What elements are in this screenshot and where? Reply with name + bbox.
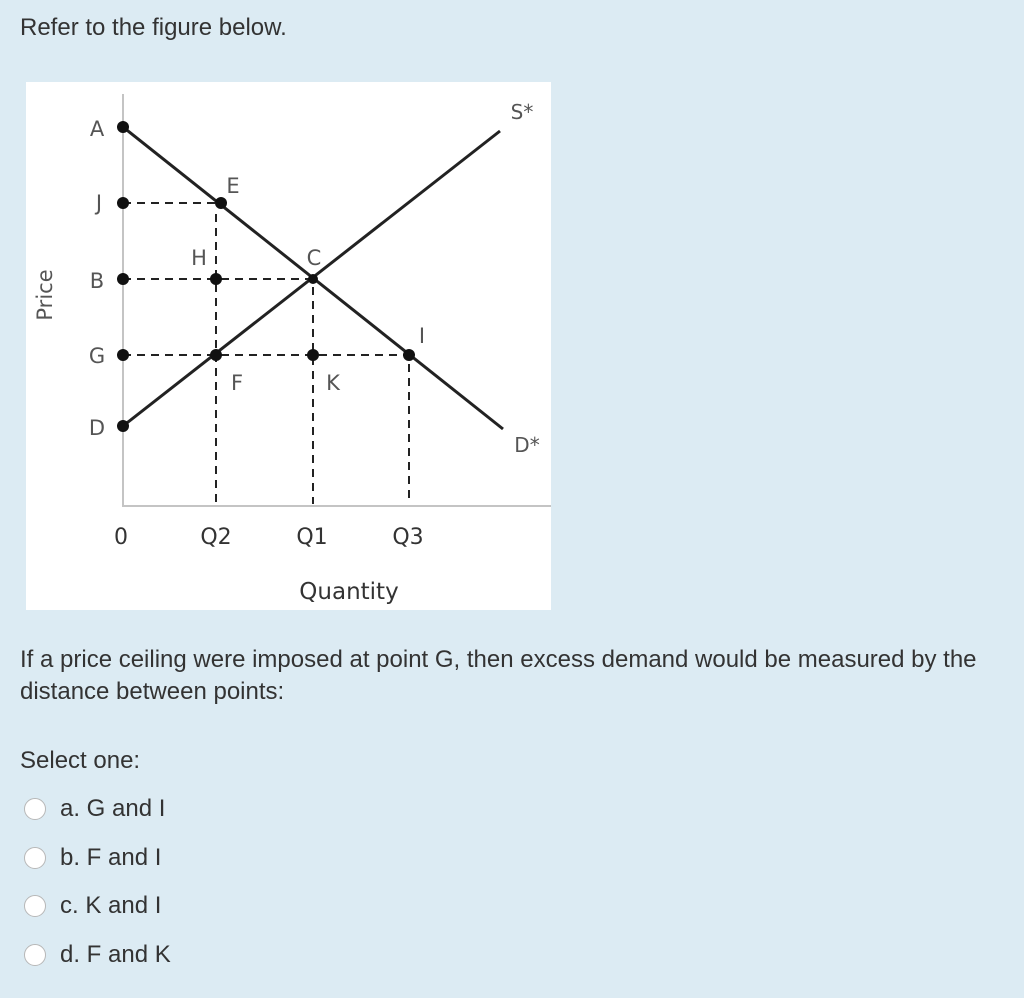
- answer-label-c[interactable]: c. K and I: [60, 892, 162, 920]
- price-label-g: G: [88, 344, 106, 368]
- point-e: [215, 197, 227, 209]
- demand-curve-label: D*: [514, 433, 540, 457]
- supply-curve-label: S*: [510, 100, 534, 124]
- price-label-d: D: [88, 416, 106, 440]
- question-intro: Refer to the figure below.: [20, 14, 287, 41]
- answer-options: [24, 785, 171, 979]
- answer-option-c[interactable]: [24, 882, 171, 931]
- price-label-b: B: [89, 269, 105, 293]
- answer-option-d[interactable]: [24, 931, 171, 980]
- price-axis-label: Price: [33, 269, 57, 321]
- radio-button-a[interactable]: [24, 798, 46, 820]
- supply-demand-figure: [26, 82, 551, 610]
- point-d: [117, 420, 129, 432]
- point-b: [117, 273, 129, 285]
- point-label-f: F: [230, 371, 244, 395]
- point-k: [307, 349, 319, 361]
- price-label-j: J: [95, 191, 103, 215]
- price-label-a: A: [89, 117, 105, 141]
- quantity-label-q1: Q1: [296, 525, 328, 550]
- point-label-i: I: [418, 324, 426, 348]
- question-text: If a price ceiling were imposed at point G, then excess demand would be measured by the distance between points:: [20, 646, 977, 705]
- answer-option-a[interactable]: [24, 785, 171, 834]
- guide-lines: [123, 203, 409, 504]
- point-i: [403, 349, 415, 361]
- point-f: [210, 349, 222, 361]
- answer-label-d[interactable]: d. F and K: [60, 940, 171, 968]
- point-label-h: H: [191, 246, 207, 270]
- point-j: [117, 197, 129, 209]
- quantity-label-origin: 0: [114, 525, 128, 550]
- point-label-c: C: [306, 246, 322, 270]
- point-label-k: K: [326, 371, 340, 395]
- supply-demand-graph: [26, 82, 551, 610]
- select-one-label: Select one:: [20, 747, 141, 774]
- quantity-label-q3: Q3: [392, 525, 424, 550]
- answer-label-a[interactable]: a. G and I: [60, 795, 166, 823]
- radio-button-d[interactable]: [24, 944, 46, 966]
- answer-label-b[interactable]: b. F and I: [60, 843, 162, 871]
- quantity-axis-label: Quantity: [299, 579, 399, 605]
- graph-points: [117, 121, 415, 432]
- point-a: [117, 121, 129, 133]
- point-c: [308, 274, 318, 284]
- radio-button-c[interactable]: [24, 895, 46, 917]
- point-g: [117, 349, 129, 361]
- quantity-label-q2: Q2: [200, 525, 232, 550]
- radio-button-b[interactable]: [24, 847, 46, 869]
- point-label-e: E: [226, 174, 240, 198]
- answer-option-b[interactable]: [24, 834, 171, 883]
- point-h: [210, 273, 222, 285]
